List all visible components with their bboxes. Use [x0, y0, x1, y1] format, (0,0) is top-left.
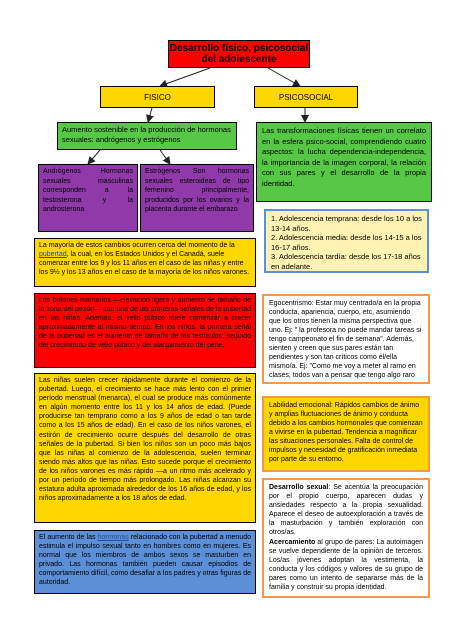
- transformaciones-box: [256, 122, 432, 202]
- pubertad-box: [34, 238, 256, 287]
- transformaciones-text: Las transformaciones físicas tienen un correlato en la esfera psico-social, comprendiendo cuatro aspectos: la lucha dependencia-independencia, la importancia de la imagen corporal, la relación con sus pares y el desarrollo de la propia identidad.: [262, 126, 426, 188]
- aumento-text: Aumento sostenible en la producción de hormonas sexuales: andrógenos y estrógenos: [62, 125, 231, 144]
- acercamiento-text: al grupo de pares: La autoimagen se vuelve dependiente de la opinión de terceros. Los/as jóvenes adoptan la vestimenta, la conducta y los códigos y valores de su grupo de pares como un intento de separarse más de la familia y construir su propia identidad.: [269, 539, 423, 591]
- egocentrismo-box: [262, 294, 430, 384]
- etapa-temprana: 1. Adolescencia temprana: desde los 10 a los 13-14 años.: [271, 214, 422, 233]
- crecer-text: Las niñas suelen crecer rápidamente durante el comienzo de la pubertad. Luego, el crecimiento se hace más lento con el primer período menstrual (menarca), el cual se produce más comúnmente en algún momento entre los 11 y los 14 años de edad. (Puede producirse tan temprano como a los 9 años de edad o tan tarde como a los 15 años de edad). En el caso de los niños varones, el estirón de crecimiento ocurre después del desarrollo de otras señales de la pubertad. Si bien los niños son un poco más bajos que las niñas al comienzo de la adolescencia, suelen terminar siendo más altos que las niñas. Esto sucede porque el crecimiento de los niños varones es más rápido —a un ritmo más acelerado y por un período de tiempo más prolongado. Las niñas alcanzan su estatura adulta aproximada alrededor de los 16 años de edad, y los niños aproximadamente a los 18 años de edad.: [39, 377, 251, 503]
- hormonas-text-before: El aumento de las: [39, 534, 98, 541]
- estrogenos-text: Estrógenos Son hormonas sexuales esteroideas de tipo femenino principalmente, producidos por los ovarios y la placenta durante el embarazo: [145, 168, 249, 213]
- labilidad-box: [262, 396, 430, 472]
- botones-text: Los botones mamarios —elevación ligera y aumento de tamaño de la zona del pezón— son una de las primeras señales de la pubertad en las niñas. Además, el vello púbico suele comenzar a crecer aproximadamente al mismo tiempo. En los niños, la primera señal de la pubertad es el aumento de tamaño de los testículos, seguido del crecimiento de vello púbico y del alargamiento del pene.: [39, 297, 251, 349]
- etapa-media: 2. Adolescencia media: desde los 14-15 a los 16-17 años.: [271, 233, 422, 252]
- arrow-title-to-psicosocial: [268, 68, 300, 86]
- fisico-label: FISICO: [144, 92, 171, 102]
- desarrollo-sexual-label: Desarrollo sexual: [269, 484, 329, 491]
- hormonas-box: [34, 530, 256, 594]
- arrow-aumento-to-estrogenos: [160, 150, 170, 164]
- arrow-aumento-to-androgenos: [88, 150, 100, 164]
- etapas-box: [264, 209, 429, 273]
- crecer-box: [34, 373, 256, 523]
- estrogenos-box: [140, 164, 254, 232]
- aumento-box: [57, 122, 237, 150]
- page-title: Desarrollo físico, psicosocial del adolescente: [169, 43, 309, 65]
- androgenos-text: Andrógenos Hormonas sexuales masculinas corresponden a la testosterona y la androsterona: [43, 168, 133, 213]
- botones-box: [34, 293, 256, 368]
- pubertad-link[interactable]: pubertad: [39, 251, 67, 258]
- fisico-box: [100, 86, 215, 108]
- desarrollo-sexual-paragraph: [269, 483, 423, 537]
- psicosocial-box: [254, 86, 358, 108]
- acercamiento-label: Acercamiento: [269, 539, 316, 546]
- title-box: [168, 40, 310, 68]
- etapa-tardia: 3. Adolescencia tardía: desde los 17-18 años en adelante.: [271, 252, 421, 271]
- pubertad-text-before: La mayoría de estos cambios ocurren cerca del momento de la: [39, 242, 235, 249]
- psicosocial-label: PSICOSOCIAL: [278, 92, 334, 102]
- desarrollo-sexual-text: : Se acentúa la preocupación por el propio cuerpo, aparecen dudas y ansiedades respecto a la propia sexualidad. Aparece el deseo de autoexploración a través de la masturbación y también exploración con otros/as.: [269, 484, 423, 536]
- androgenos-box: [38, 164, 138, 232]
- acercamiento-paragraph: [269, 538, 423, 592]
- labilidad-text: Labilidad emocional: Rápidos cambios de ánimo y amplias fluctuaciones de ánimo y conducta debido a los cambios hormonales que comienzan a vivirse en la pubertad. Tendencia a magnificar las situaciones personales. Falta de control de impulsos y necesidad de gratificación inmediata por parte de su entorno.: [269, 402, 423, 463]
- arrow-fisico-to-aumento: [148, 108, 152, 122]
- desarrollo-sexual-box: [262, 478, 430, 598]
- egocentrismo-text: Egocentrismo: Estar muy centrado/a en la propia conducta, apariencia, cuerpo, etc, asumiendo que los otros tienen la misma perspectiva que uno. Ej: " la profesora no puede mandar tareas si tengo campeonato el fin de semana". Además, sienten y creen que sus pares están tan pendientes y son tan críticos como él/ella mismo/a. Ej: "Como me voy a meter al ramo en clases, todos van a pensar que tengo algo raro: [269, 300, 422, 379]
- arrow-title-to-fisico: [160, 68, 210, 86]
- pubertad-text-after: , la cual, en los Estados Unidos y el Canadá, suele comenzar entre los 9 y los 11 años en el caso de las niñas y entre los 9½ y los 13 años en el caso de la mayoría de los niños varones.: [39, 251, 250, 276]
- hormonas-link[interactable]: hormonas: [97, 534, 129, 541]
- hormonas-text-after: relacionado con la pubertad a menudo estimula el impulso sexual tanto en hombres como en mujeres. Es normal que los miembros de ambos sexos se masturben en privado. Las hormonas también pueden causar episodios de comportamiento difícil, como desafiar a los padres y otras figuras de autoridad.: [39, 534, 251, 586]
